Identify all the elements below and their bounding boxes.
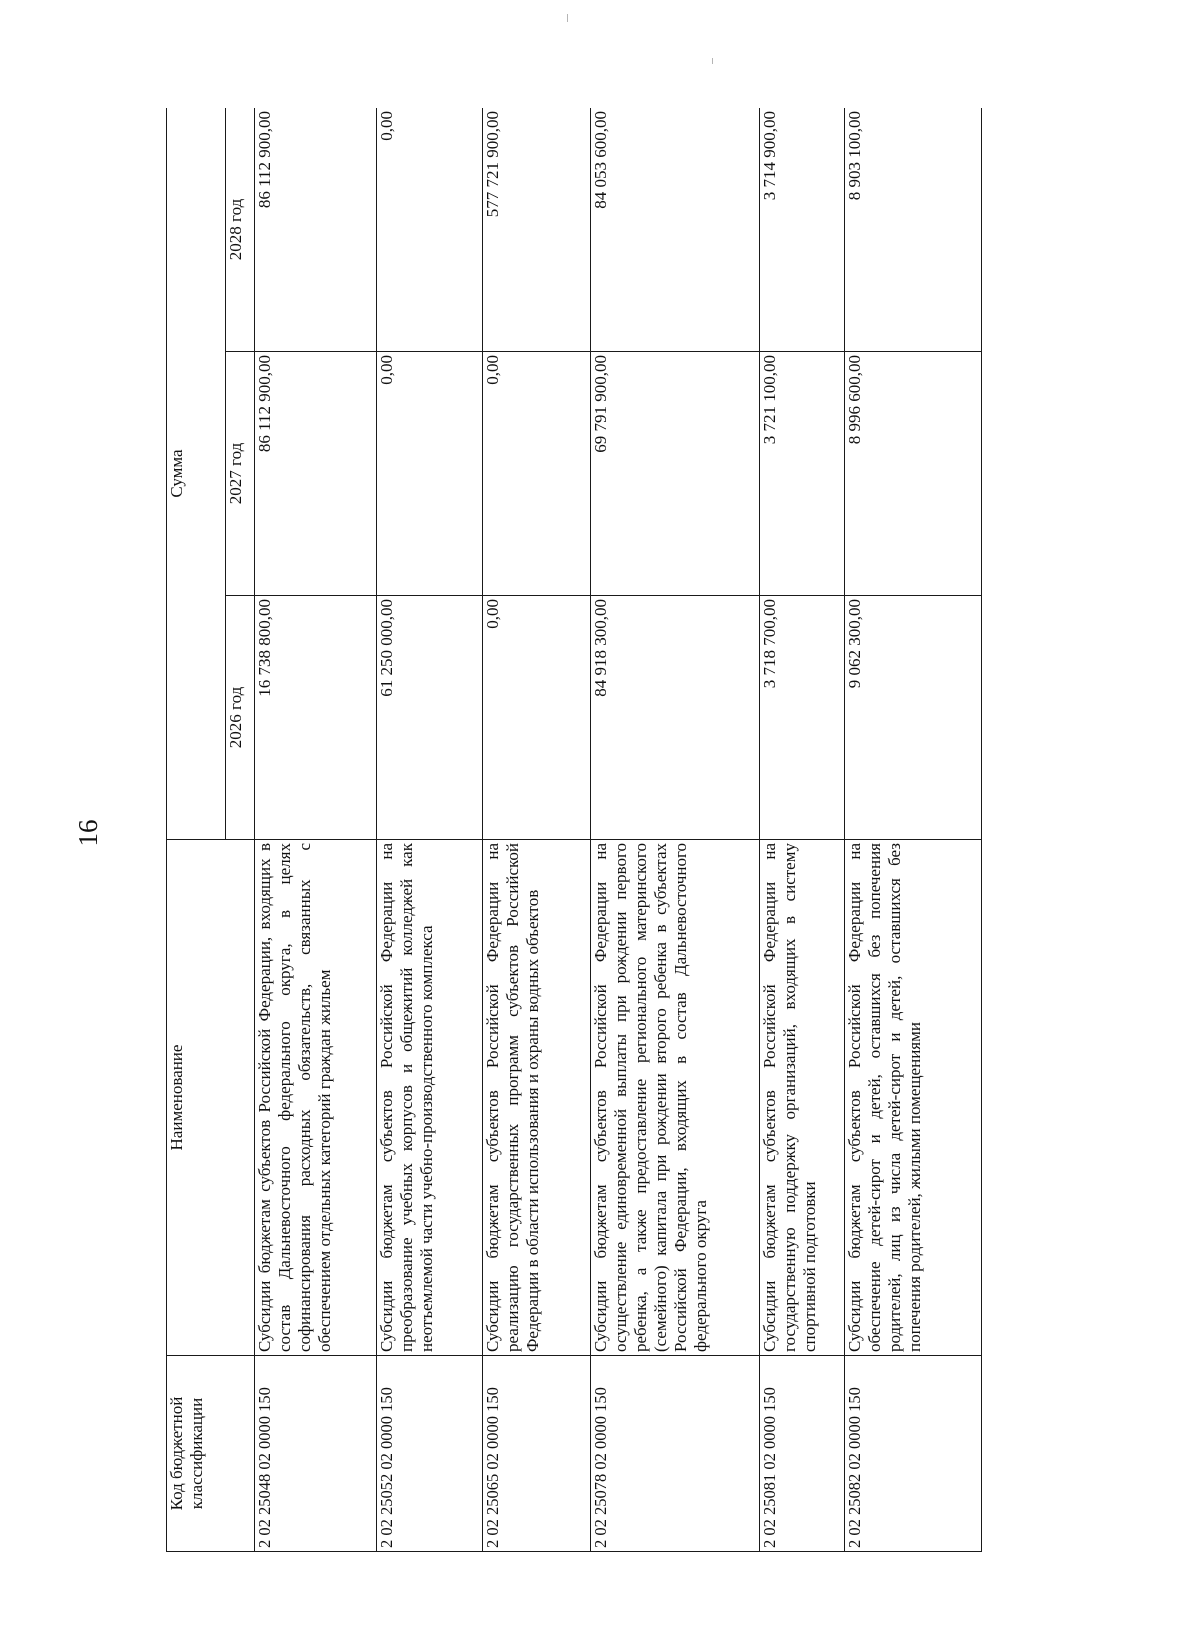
table-row — [760, 108, 845, 1552]
row-amount-2026: 16 738 800,00 — [254, 596, 376, 840]
row-amount-2027: 8 996 600,00 — [845, 352, 982, 596]
row-amount-2028: 8 903 100,00 — [845, 108, 982, 352]
row-amount-2028: 577 721 900,00 — [482, 108, 590, 352]
row-name: Субсидии бюджетам субъектов Российской Федерации на государственную поддержку организаций, входящих в систему спортивной подготовки — [760, 840, 845, 1356]
table-row — [845, 108, 982, 1552]
row-amount-2026: 0,00 — [482, 596, 590, 840]
row-code: 2 02 25048 02 0000 150 — [254, 1356, 376, 1552]
row-amount-2026: 84 918 300,00 — [590, 596, 760, 840]
table-row — [376, 108, 482, 1552]
page-number: 16 — [73, 819, 103, 847]
row-name: Субсидии бюджетам субъектов Российской Федерации на обеспечение детей-сирот и детей, оставшихся без попечения родителей, лиц из числа детей-сирот и детей, оставшихся без попечения родителей, жилыми помещениями — [845, 840, 982, 1356]
budget-table-rotated — [166, 108, 982, 1552]
header-row — [167, 108, 226, 1552]
row-amount-2027: 69 791 900,00 — [590, 352, 760, 596]
header-sum: Сумма — [167, 108, 226, 840]
budget-table — [166, 108, 982, 1552]
table-row — [590, 108, 760, 1552]
row-code: 2 02 25078 02 0000 150 — [590, 1356, 760, 1552]
scan-mark-top-right — [712, 58, 713, 64]
header-year-2028: 2028 год — [226, 108, 255, 352]
row-amount-2027: 0,00 — [376, 352, 482, 596]
row-amount-2028: 86 112 900,00 — [254, 108, 376, 352]
row-code: 2 02 25052 02 0000 150 — [376, 1356, 482, 1552]
row-amount-2026: 9 062 300,00 — [845, 596, 982, 840]
header-name: Наименование — [167, 840, 255, 1356]
table-row — [482, 108, 590, 1552]
header-year-2027: 2027 год — [226, 352, 255, 596]
row-amount-2026: 3 718 700,00 — [760, 596, 845, 840]
row-name: Субсидии бюджетам субъектов Российской Федерации на осуществление единовременной выплаты при рождении первого ребенка, а также предоставление регионального материнского (семейного) капитала при рождении второго ребенка в субъектах Российской Федерации, входящих в состав Дальневосточного федерального округа — [590, 840, 760, 1356]
row-amount-2027: 3 721 100,00 — [760, 352, 845, 596]
row-amount-2028: 3 714 900,00 — [760, 108, 845, 352]
budget-table-frame — [166, 108, 982, 1552]
row-code: 2 02 25065 02 0000 150 — [482, 1356, 590, 1552]
scan-mark-top — [567, 14, 568, 22]
header-year-2026: 2026 год — [226, 596, 255, 840]
row-amount-2027: 0,00 — [482, 352, 590, 596]
table-row — [254, 108, 376, 1552]
row-amount-2026: 61 250 000,00 — [376, 596, 482, 840]
row-name: Субсидии бюджетам субъектов Российской Федерации на преобразование учебных корпусов и общежитий колледжей как неотъемлемой части учебно-производственного комплекса — [376, 840, 482, 1356]
row-code: 2 02 25081 02 0000 150 — [760, 1356, 845, 1552]
row-name: Субсидии бюджетам субъектов Российской Федерации на реализацию государственных программ субъектов Российской Федерации в области использования и охраны водных объектов — [482, 840, 590, 1356]
row-amount-2028: 0,00 — [376, 108, 482, 352]
header-code: Код бюджетной классификации — [167, 1356, 255, 1552]
row-amount-2027: 86 112 900,00 — [254, 352, 376, 596]
row-name: Субсидии бюджетам субъектов Российской Федерации, входящих в состав Дальневосточного федерального округа, в целях софинансирования расходных обязательств, связанных с обеспечением отдельных категорий граждан жильем — [254, 840, 376, 1356]
row-code: 2 02 25082 02 0000 150 — [845, 1356, 982, 1552]
row-amount-2028: 84 053 600,00 — [590, 108, 760, 352]
